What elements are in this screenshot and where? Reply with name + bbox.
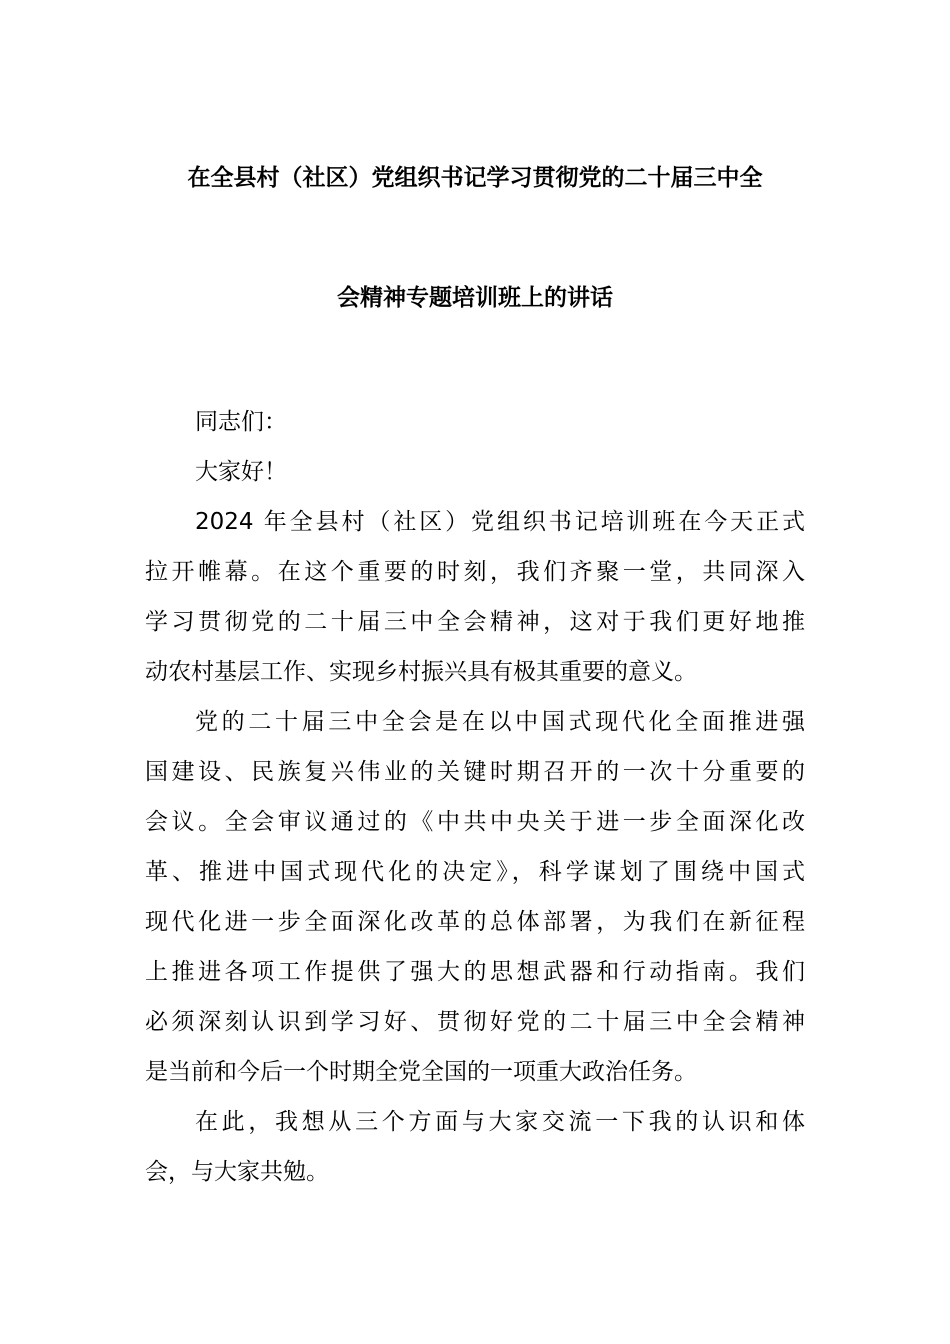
- document-body: [145, 397, 805, 1197]
- document-title-line-1: 在全县村（社区）党组织书记学习贯彻党的二十届三中全: [187, 165, 763, 191]
- paragraph-2-line: 革、推进中国式现代化的决定》，科学谋划了围绕中国式: [145, 859, 805, 885]
- salutation: 同志们：: [195, 409, 287, 435]
- paragraph-2-line: 党的二十届三中全会是在以中国式现代化全面推进强: [195, 709, 805, 735]
- paragraph-2-line: 国建设、民族复兴伟业的关键时期召开的一次十分重要的: [145, 759, 805, 785]
- paragraph-2-line: 上推进各项工作提供了强大的思想武器和行动指南。我们: [145, 959, 805, 985]
- paragraph-2-line: 现代化进一步全面深化改革的总体部署，为我们在新征程: [145, 909, 805, 935]
- paragraph-1-line: 2024 年全县村（社区）党组织书记培训班在今天正式: [195, 509, 805, 535]
- paragraph-1-line: 拉开帷幕。在这个重要的时刻，我们齐聚一堂，共同深入: [145, 559, 805, 585]
- paragraph-3-line: 会，与大家共勉。: [145, 1159, 329, 1185]
- greeting: 大家好！: [195, 459, 287, 485]
- document-title-line-2: 会精神专题培训班上的讲话: [337, 285, 613, 311]
- paragraph-1-line: 动农村基层工作、实现乡村振兴具有极其重要的意义。: [145, 659, 697, 685]
- paragraph-1-line: 学习贯彻党的二十届三中全会精神，这对于我们更好地推: [145, 609, 805, 635]
- paragraph-2-line: 必须深刻认识到学习好、贯彻好党的二十届三中全会精神: [145, 1009, 805, 1035]
- paragraph-2-line: 会议。全会审议通过的《中共中央关于进一步全面深化改: [145, 809, 805, 835]
- paragraph-3-line: 在此，我想从三个方面与大家交流一下我的认识和体: [195, 1109, 805, 1135]
- paragraph-2-line: 是当前和今后一个时期全党全国的一项重大政治任务。: [145, 1059, 697, 1085]
